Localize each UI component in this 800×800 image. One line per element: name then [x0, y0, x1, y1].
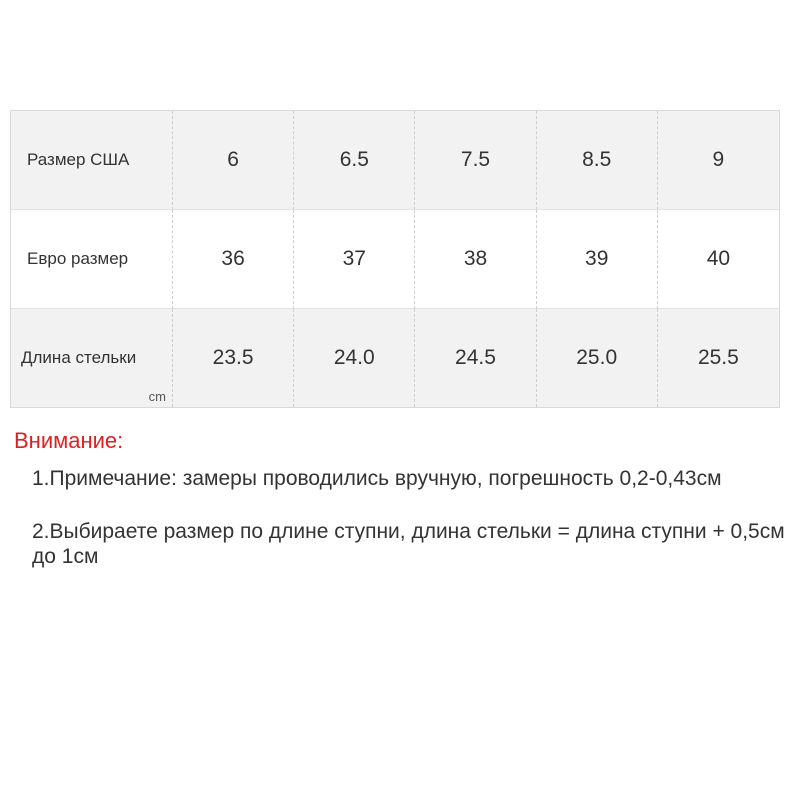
note-item: 2.Выбираете размер по длине ступни, длина стельки = длина ступни + 0,5см до 1см — [32, 520, 785, 568]
table-cell: 25.5 — [658, 309, 779, 407]
table-cell: 7.5 — [415, 111, 536, 210]
row-label-euro-size: Евро размер — [11, 210, 173, 309]
row-label-us-size: Размер США — [11, 111, 173, 210]
row-label-insole-length — [11, 309, 173, 407]
table-cell: 24.0 — [294, 309, 415, 407]
table-cell: 37 — [294, 210, 415, 309]
table-cell: 24.5 — [415, 309, 536, 407]
note-item: 1.Примечание: замеры проводились вручную, погрешность 0,2-0,43см — [32, 467, 722, 490]
notes-section — [14, 428, 794, 569]
unit-label: cm — [148, 389, 166, 404]
table-cell: 8.5 — [537, 111, 658, 210]
table-cell: 40 — [658, 210, 779, 309]
table-cell: 6.5 — [294, 111, 415, 210]
table-cell: 38 — [415, 210, 536, 309]
table-cell: 23.5 — [173, 309, 294, 407]
table-cell: 39 — [537, 210, 658, 309]
table-cell: 6 — [173, 111, 294, 210]
table-cell: 25.0 — [537, 309, 658, 407]
size-chart-table — [10, 110, 780, 408]
notes-title: Внимание: — [14, 428, 124, 453]
table-cell: 9 — [658, 111, 779, 210]
table-cell: 36 — [173, 210, 294, 309]
row-label-text: Длина стельки — [21, 348, 137, 367]
